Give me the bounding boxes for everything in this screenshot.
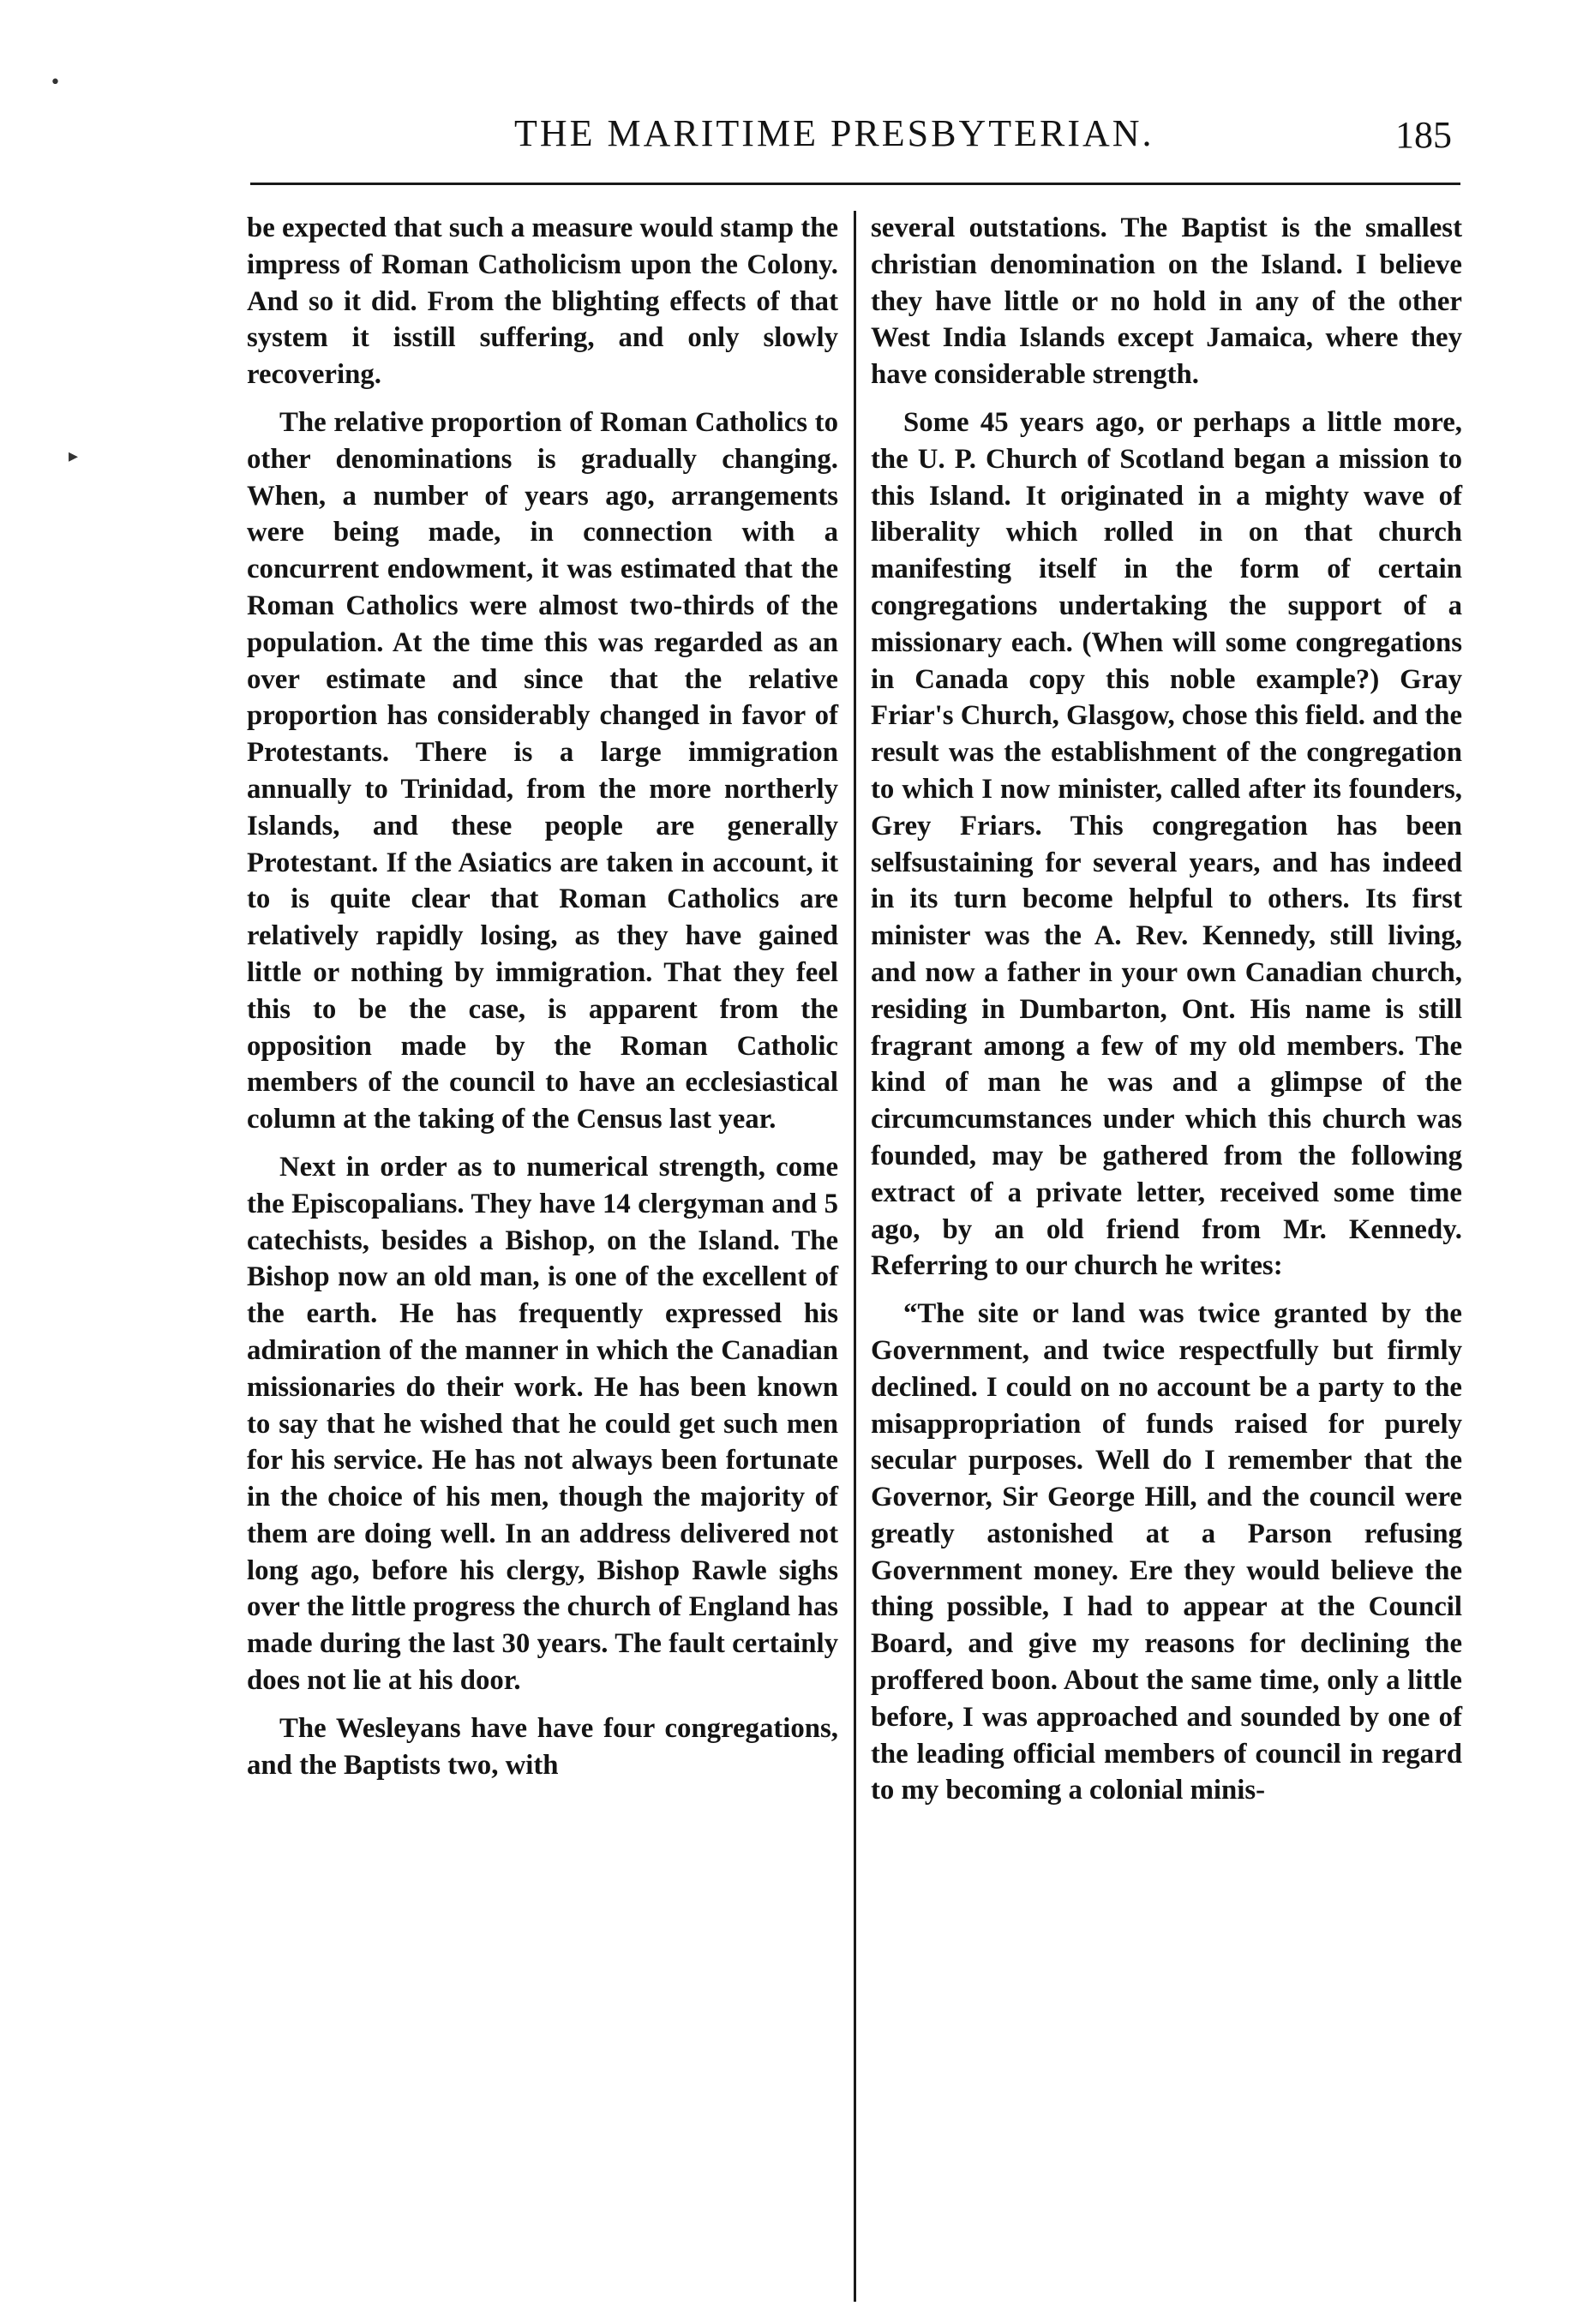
left-paragraph-2: The relative proportion of Roman Catholics to other denominations is gradually changing. When, a number of years ago, arrangements were being made, in connection with a concurrent endowment, it was estimated that the Roman Catholics were almost two-thirds of the population. At the time this was regarded as an over estimate and since that the relative proportion has considerably changed in favor of Protestants. There is a large immigration annually to Trinidad, from the more northerly Islands, and these people are generally Protestant. If the Asiatics are taken in account, it to is quite clear that Roman Catholics are relatively rapidly losing, as they have gained little or nothing by immigration. That they feel this to be the case, is apparent from the opposition made by the Roman Catholic members of the council to have an ecclesiastical column at the taking of the Census last year.	[247, 406, 838, 1135]
right-paragraph-1: several outstations. The Baptist is the smallest christian denomination on the Island. I believe they have little or no hold in any of the other West India Islands except Jamaica, where they have considerable strength.	[871, 213, 1462, 391]
left-column	[247, 210, 838, 1794]
running-title: THE MARITIME PRESBYTERIAN.	[514, 112, 1154, 154]
page-number: 185	[1395, 114, 1452, 156]
header-rule	[250, 183, 1460, 185]
left-paragraph-1: be expected that such a measure would stamp the impress of Roman Catholicism upon the Colony. And so it did. From the blighting effects of that system it isstill suffering, and only slowly recovering.	[247, 213, 838, 391]
right-paragraph-2: Some 45 years ago, or perhaps a little more, the U. P. Church of Scotland began a mission to this Island. It originated in a mighty wave of liberality which rolled in on that church manifesting itself in the form of certain congregations undertaking the support of a missionary each. (When will some congregations in Canada copy this noble example?) Gray Friar's Church, Glasgow, chose this field. and the result was the establishment of the congregation to which I now minister, called after its founders, Grey Friars. This congregation has been selfsustaining for several years, and has indeed in its turn become helpful to others. Its first minister was the A. Rev. Kennedy, still living, and now a father in your own Canadian church, residing in Dumbarton, Ont. His name is still fragrant among a few of my old members. The kind of man he was and a glimpse of the circumcumstances under which this church was founded, may be gathered from the following extract of a private letter, received some time ago, by an old friend from Mr. Kennedy. Referring to our church he writes:	[871, 406, 1462, 1282]
margin-speck: ▸	[69, 446, 79, 467]
column-divider	[854, 211, 856, 2302]
left-paragraph-4: The Wesleyans have have four congregations, and the Baptists two, with	[247, 1712, 838, 1781]
margin-speck: •	[50, 72, 61, 93]
page-header	[249, 110, 1466, 170]
left-paragraph-3: Next in order as to numerical strength, come the Episcopalians. They have 14 clergyman and 5 catechists, besides a Bishop, on the Island. The Bishop now an old man, is one of the excellent of the earth. He has frequently expressed his admiration of the manner in which the Canadian missionaries do their work. He has been known to say that he wished that he could get such men for his service. He has not always been fortunate in the choice of his men, though the majority of them are doing well. In an address delivered not long ago, before his clergy, Bishop Rawle sighs over the little progress the church of England has made during the last 30 years. The fault certainly does not lie at his door.	[247, 1151, 838, 1697]
right-quote-paragraph: “The site or land was twice granted by the Government, and twice respectfully but firmly declined. I could on no account be a party to the misappropriation of funds raised for purely secular purposes. Well do I remember that the Governor, Sir George Hill, and the council were greatly astonished at a Parson refusing Government money. Ere they would believe the thing possible, I had to appear at the Council Board, and give my reasons for declining the proffered boon. About the same time, only a little before, I was approached and sounded by one of the leading official members of council in regard to my becoming a colonial minis-	[871, 1298, 1462, 1806]
right-column	[871, 210, 1462, 1820]
